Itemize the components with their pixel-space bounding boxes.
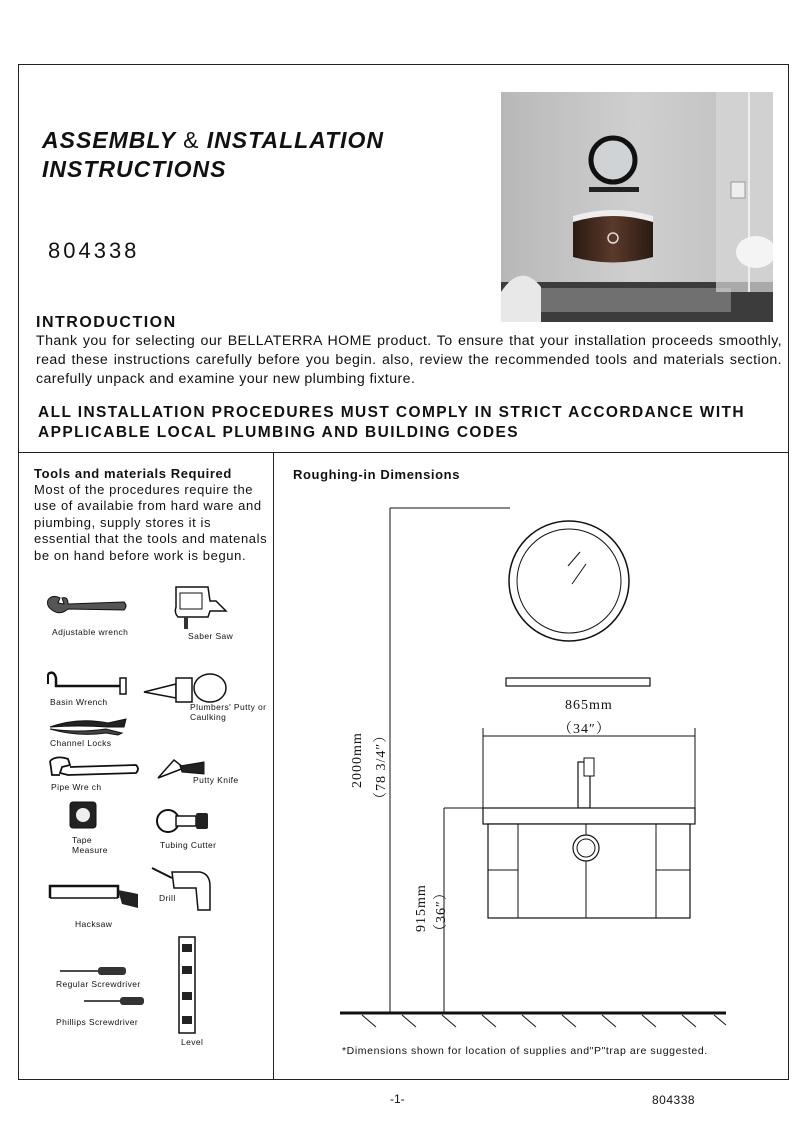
width-mm-label: 865mm (565, 698, 613, 713)
saber-saw-icon (170, 583, 230, 629)
product-photo (501, 92, 773, 322)
plumbers-putty-icon (142, 672, 228, 704)
putty-knife-label: Putty Knife (193, 775, 239, 785)
tubing-cutter-label: Tubing Cutter (160, 840, 217, 850)
tubing-cutter-icon (154, 806, 212, 836)
regular-screwdriver-label: Regular Screwdriver (56, 979, 141, 989)
adjustable-wrench-icon (46, 594, 128, 618)
tools-text: Most of the procedures require the use of availabie from hard ware and piumbing, supply stores it is essential that the tools and matenals be on hand before work is begun. (34, 482, 268, 563)
counter-height-mm-label: 915mm (414, 884, 429, 932)
saber-saw-label: Saber Saw (188, 631, 234, 641)
total-height-mm-label: 2000mm (350, 732, 365, 788)
channel-locks-icon (48, 715, 128, 737)
codes-notice: ALL INSTALLATION PROCEDURES MUST COMPLY IN STRICT ACCORDANCE WITH APPLICABLE LOCAL PLUMBING AND BUILDING CODES (38, 404, 745, 441)
basin-wrench-label: Basin Wrench (50, 697, 108, 707)
tools-heading: Tools and materials Required (34, 466, 232, 481)
roughing-heading: Roughing-in Dimensions (293, 467, 461, 482)
level-label: Level (181, 1037, 204, 1047)
section-divider (18, 452, 789, 453)
document-title: ASSEMBLY & INSTALLATION INSTRUCTIONS (42, 127, 385, 182)
width-in-label: （34″） (558, 722, 611, 737)
plumbers-putty-label: Plumbers' Putty or Caulking (190, 702, 267, 722)
total-height-in-label: （78 3/4″） (374, 727, 389, 806)
dimensions-note: *Dimensions shown for location of supplies and"P"trap are suggested. (342, 1045, 708, 1057)
footer-model-number: 804338 (652, 1093, 696, 1107)
phillips-screwdriver-icon (82, 996, 146, 1006)
intro-heading: INTRODUCTION (36, 314, 177, 331)
page-number: -1- (390, 1092, 405, 1106)
roughing-diagram (340, 500, 730, 1030)
pipe-wrench-icon (46, 755, 140, 781)
adjustable-wrench-label: Adjustable wrench (52, 627, 129, 637)
intro-text: Thank you for selecting our BELLATERRA HOME product. To ensure that your installation proceeds smoothly, read these instructions carefully before you begin. also, review the recommended tools and materials section. carefully unpack and examine your new plumbing fixture. (36, 333, 782, 387)
phillips-screwdriver-label: Phillips Screwdriver (56, 1017, 139, 1027)
channel-locks-label: Channel Locks (50, 738, 112, 748)
tape-measure-icon (68, 800, 98, 830)
column-divider (273, 452, 274, 1080)
regular-screwdriver-icon (58, 966, 128, 976)
hacksaw-label: Hacksaw (75, 919, 113, 929)
pipe-wrench-label: Pipe Wre ch (51, 782, 102, 792)
tape-measure-label: Tape Measure (72, 835, 108, 855)
basin-wrench-icon (44, 670, 134, 696)
counter-height-in-label: （36″） (434, 885, 449, 938)
drill-icon (150, 862, 216, 914)
drill-label: Drill (159, 893, 176, 903)
level-icon (178, 936, 196, 1034)
model-number: 804338 (48, 238, 140, 263)
hacksaw-icon (46, 880, 142, 912)
